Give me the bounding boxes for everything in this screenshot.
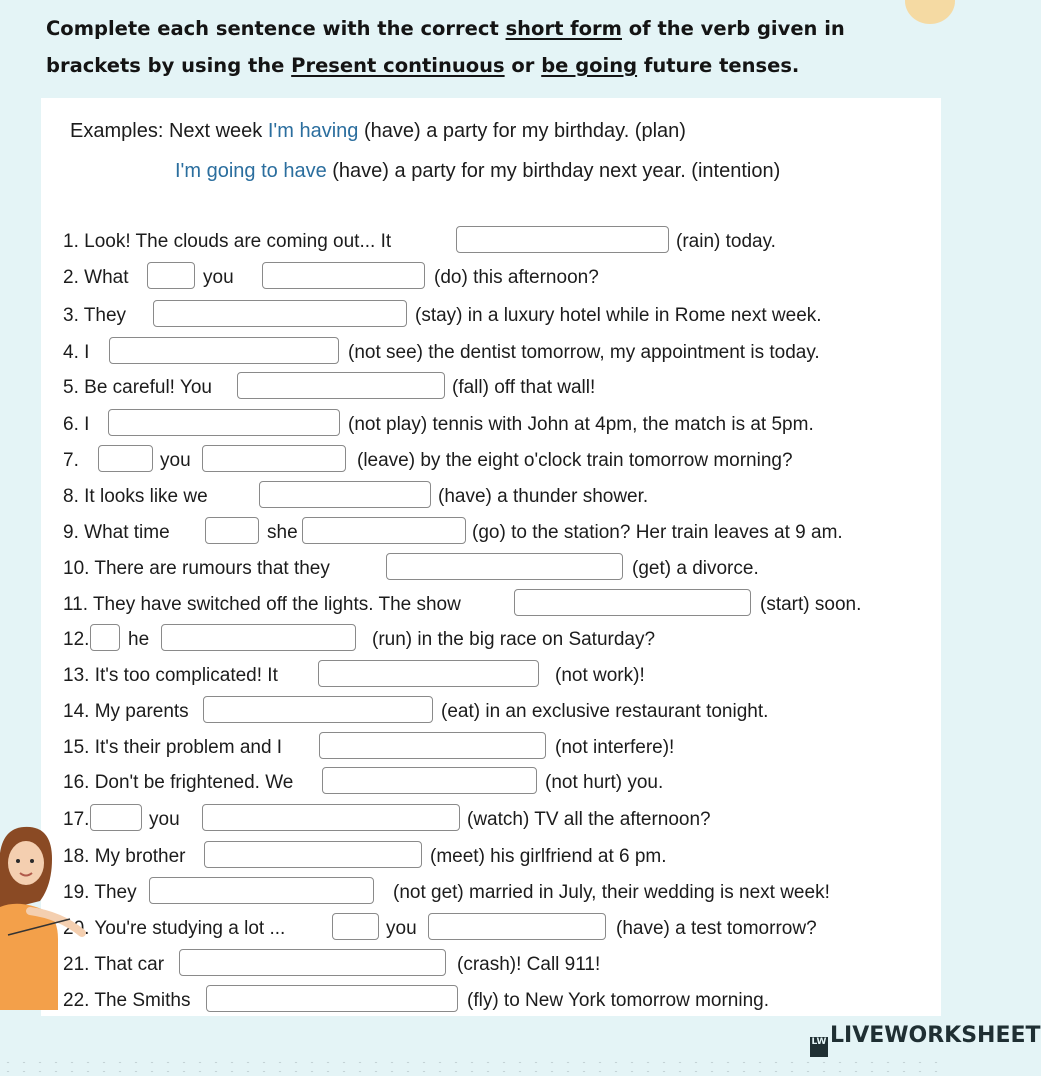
sentence-5-tail: (fall) off that wall! xyxy=(452,377,596,398)
answer-box[interactable] xyxy=(179,949,446,976)
sentence-18-lead: 18. My brother xyxy=(63,846,186,867)
sentence-4-lead: 4. I xyxy=(63,342,90,363)
sentence-7-mid: you xyxy=(160,450,191,471)
sentence-17-number: 17. xyxy=(63,809,90,830)
answer-box[interactable] xyxy=(318,660,539,687)
sentence-9-tail: (go) to the station? Her train leaves at 9 am. xyxy=(472,522,843,543)
sentence-8-tail: (have) a thunder shower. xyxy=(438,486,649,507)
sentence-17-mid: you xyxy=(149,809,180,830)
answer-box[interactable] xyxy=(514,589,751,616)
sentence-5-lead: 5. Be careful! You xyxy=(63,377,212,398)
answer-box[interactable] xyxy=(204,841,422,868)
sentence-14-lead: 14. My parents xyxy=(63,701,189,722)
sentence-1-lead: 1. Look! The clouds are coming out... It xyxy=(63,231,392,252)
sentence-22-lead: 22. The Smiths xyxy=(63,990,191,1011)
logo-text: LIVEWORKSHEET xyxy=(830,1023,1041,1048)
answer-box[interactable] xyxy=(202,804,460,831)
sentence-19-lead: 19. They xyxy=(63,882,137,903)
example-text: (have) a party for my birthday. (plan) xyxy=(363,120,686,142)
girl-illustration xyxy=(0,815,90,1010)
sentence-3-tail: (stay) in a luxury hotel while in Rome next week. xyxy=(415,305,822,326)
sentence-3-lead: 3. They xyxy=(63,305,127,326)
instructions xyxy=(46,10,906,84)
sentence-16-lead: 16. Don't be frightened. We xyxy=(63,772,294,793)
sentence-7-tail: (leave) by the eight o'clock train tomorrow morning? xyxy=(357,450,793,471)
sentence-14-tail: (eat) in an exclusive restaurant tonight. xyxy=(441,701,769,722)
example-text: Next week xyxy=(168,120,263,142)
sentence-22-tail: (fly) to New York tomorrow morning. xyxy=(467,990,769,1011)
example-2 xyxy=(175,160,780,183)
answer-box[interactable] xyxy=(203,696,433,723)
answer-box[interactable] xyxy=(428,913,606,940)
sentence-13-tail: (not work)! xyxy=(555,665,645,686)
sun-decoration xyxy=(905,0,955,24)
answer-box[interactable] xyxy=(262,262,425,289)
answer-box[interactable] xyxy=(98,445,153,472)
answer-box[interactable] xyxy=(108,409,340,436)
logo-icon: LW xyxy=(810,1037,828,1057)
sentence-20-mid: you xyxy=(386,918,417,939)
answer-box[interactable] xyxy=(332,913,379,940)
instructions-text: future tenses. xyxy=(637,54,800,77)
instructions-be-going: be going xyxy=(541,54,638,77)
sentence-11-tail: (start) soon. xyxy=(760,594,862,615)
answer-box[interactable] xyxy=(302,517,466,544)
answer-box[interactable] xyxy=(153,300,407,327)
instructions-short-form: short form xyxy=(505,17,622,40)
sentence-2-mid: you xyxy=(203,267,234,288)
sentence-2-lead: 2. What xyxy=(63,267,129,288)
answer-box[interactable] xyxy=(90,804,142,831)
sentence-1-tail: (rain) today. xyxy=(676,231,776,252)
sentence-15-tail: (not interfere)! xyxy=(555,737,675,758)
example-1 xyxy=(70,120,686,143)
sentence-10-tail: (get) a divorce. xyxy=(632,558,759,579)
sentence-12-number: 12. xyxy=(63,629,90,650)
sentence-15-lead: 15. It's their problem and I xyxy=(63,737,283,758)
instructions-text: of the verb given in brackets by using the xyxy=(46,17,845,77)
example-text: (have) a party for my birthday next year. (intention) xyxy=(332,160,781,182)
answer-box[interactable] xyxy=(206,985,458,1012)
liveworksheets-logo xyxy=(810,1023,1041,1057)
sentence-8-lead: 8. It looks like we xyxy=(63,486,208,507)
dotted-border xyxy=(0,1058,941,1076)
instructions-text: or xyxy=(504,54,542,77)
sentence-16-tail: (not hurt) you. xyxy=(545,772,664,793)
example-answer: I'm going to have xyxy=(175,160,327,182)
answer-box[interactable] xyxy=(237,372,445,399)
sentence-10-lead: 10. There are rumours that they xyxy=(63,558,330,579)
answer-box[interactable] xyxy=(322,767,537,794)
sentence-12-mid: he xyxy=(128,629,150,650)
answer-box[interactable] xyxy=(205,517,259,544)
answer-box[interactable] xyxy=(259,481,431,508)
sentence-9-mid: she xyxy=(267,522,298,543)
sentence-21-tail: (crash)! Call 911! xyxy=(457,954,601,975)
sentence-7-number: 7. xyxy=(63,450,79,471)
instructions-text: Complete each sentence with the correct xyxy=(46,17,506,40)
sentence-6-lead: 6. I xyxy=(63,414,90,435)
sentence-20-tail: (have) a test tomorrow? xyxy=(616,918,817,939)
answer-box[interactable] xyxy=(149,877,374,904)
answer-box[interactable] xyxy=(319,732,546,759)
sentence-4-tail: (not see) the dentist tomorrow, my appointment is today. xyxy=(348,342,820,363)
answer-box[interactable] xyxy=(109,337,339,364)
answer-box[interactable] xyxy=(147,262,195,289)
examples-label: Examples: xyxy=(70,120,164,142)
sentence-2-tail: (do) this afternoon? xyxy=(434,267,599,288)
sentence-20-lead: 20. You're studying a lot ... xyxy=(63,918,286,939)
answer-box[interactable] xyxy=(90,624,120,651)
sentence-13-lead: 13. It's too complicated! It xyxy=(63,665,278,686)
sentence-6-tail: (not play) tennis with John at 4pm, the match is at 5pm. xyxy=(348,414,814,435)
sentence-11-lead: 11. They have switched off the lights. The show xyxy=(63,594,461,615)
sentence-21-lead: 21. That car xyxy=(63,954,165,975)
answer-box[interactable] xyxy=(386,553,623,580)
sentence-9-lead: 9. What time xyxy=(63,522,170,543)
answer-box[interactable] xyxy=(161,624,356,651)
sentence-18-tail: (meet) his girlfriend at 6 pm. xyxy=(430,846,667,867)
answer-box[interactable] xyxy=(202,445,346,472)
sentence-17-tail: (watch) TV all the afternoon? xyxy=(467,809,711,830)
answer-box[interactable] xyxy=(456,226,669,253)
sentence-12-tail: (run) in the big race on Saturday? xyxy=(372,629,656,650)
example-answer: I'm having xyxy=(267,120,359,142)
instructions-present-continuous: Present continuous xyxy=(291,54,505,77)
sentence-19-tail: (not get) married in July, their wedding is next week! xyxy=(393,882,830,903)
